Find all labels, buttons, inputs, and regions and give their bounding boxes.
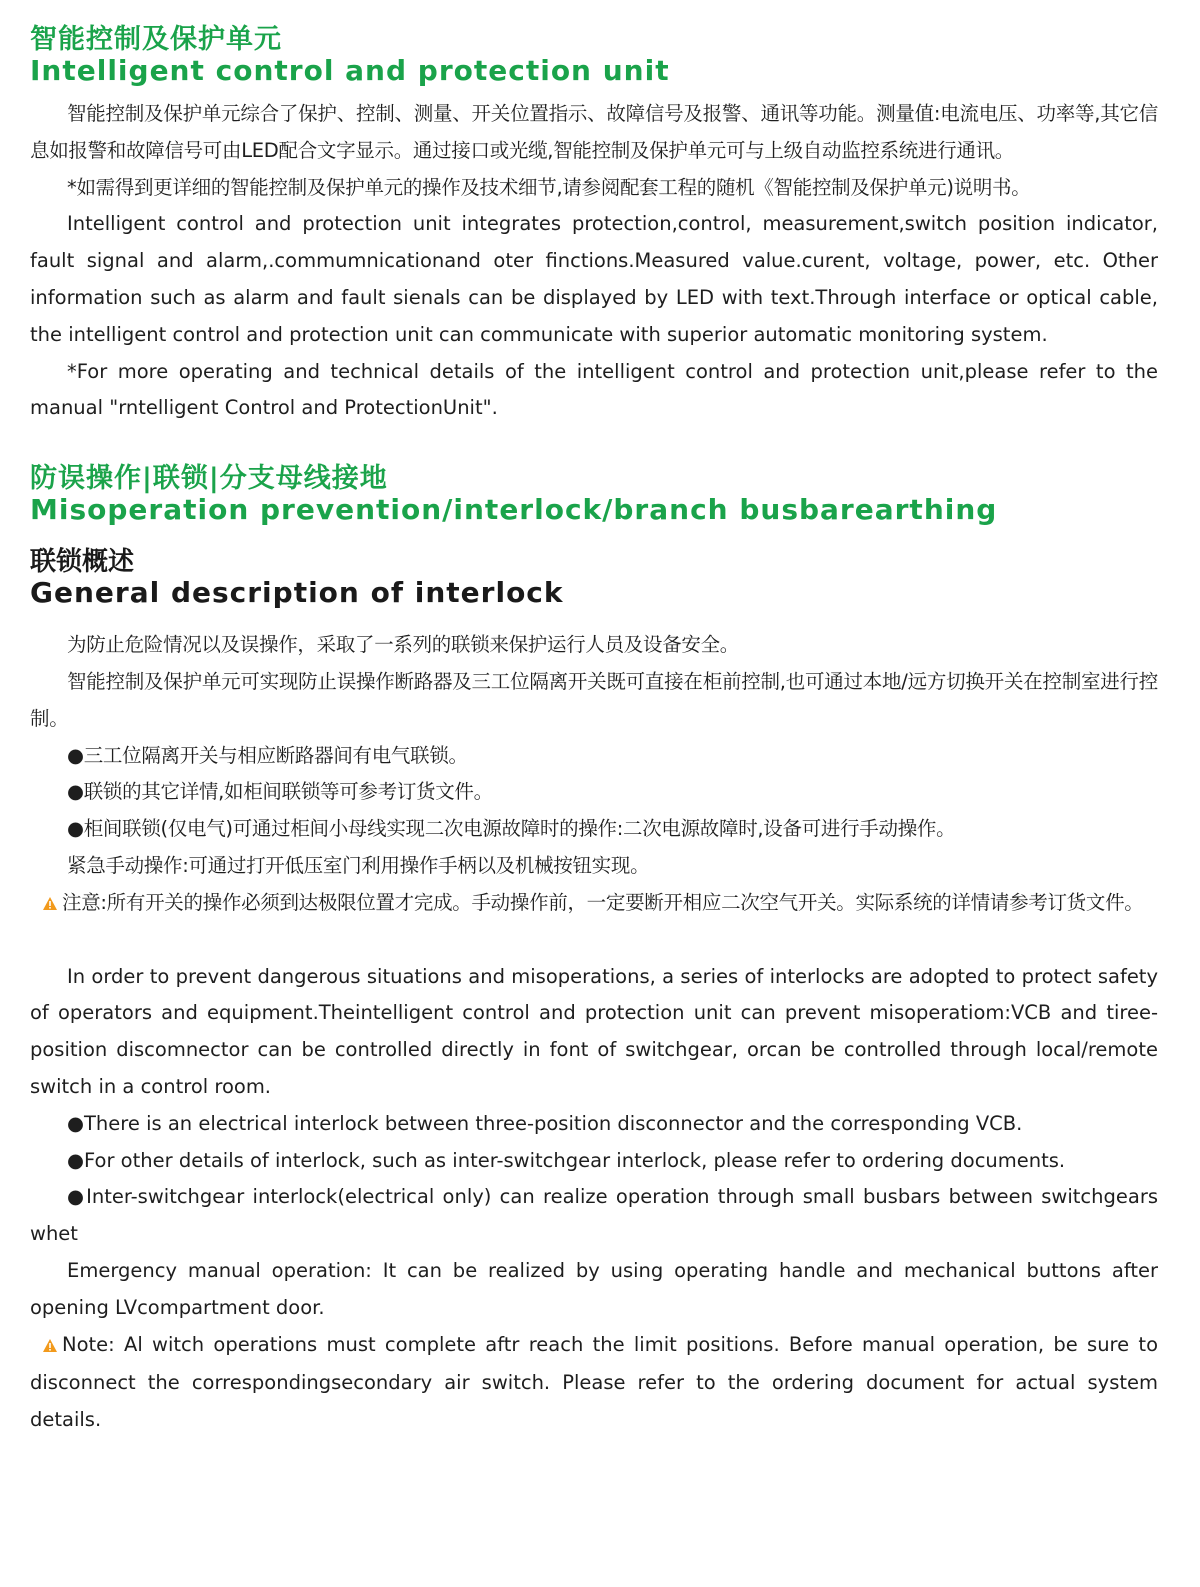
paragraph-cn: 为防止危险情况以及误操作，采取了一系列的联锁来保护运行人员及设备安全。 <box>67 633 740 657</box>
warning-note-en <box>30 1327 1158 1439</box>
section-misoperation-prevention <box>30 463 1158 1439</box>
bullet-item-en: ●For other details of interlock, such as inter-switchgear interlock, please refer to ordering documents. <box>67 1148 1066 1172</box>
note-cn: *如需得到更详细的智能控制及保护单元的操作及技术细节,请参阅配套工程的随机《智能控制及保护单元)说明书。 <box>67 175 1031 199</box>
section-intelligent-control <box>30 24 1158 427</box>
bullet-item-cn: ●三工位隔离开关与相应断路器间有电气联锁。 <box>67 743 468 767</box>
subsection-interlock <box>30 547 1158 609</box>
subsection-title-cn: 联锁概述 <box>30 547 135 578</box>
section-title-cn: 防误操作|联锁|分支母线接地 <box>30 463 388 495</box>
bullet-item-cn: ●联锁的其它详情,如柜间联锁等可参考订货文件。 <box>67 780 493 804</box>
paragraph-cn: 智能控制及保护单元综合了保护、控制、测量、开关位置指示、故障信号及报警、通讯等功能。测量值:电流电压、功率等,其它信息如报警和故障信号可由LED配合文字显示。通过接口或光缆,智能控制及保护单元可与上级自动监控系统进行通讯。 <box>30 102 1158 162</box>
warning-triangle-icon <box>42 1329 62 1366</box>
paragraph-en: In order to prevent dangerous situations and misoperations, a series of interlocks are adopted to protect safety of operators and equipment.Theintelligent control and protection unit can prevent misoperatiom:VCB and tiree-position discomnector can be controlled directly in font of switchgear, orcan be controlled through local/remote switch in a control room. <box>30 964 1158 1098</box>
subsection-title-en: General description of interlock <box>30 576 564 610</box>
warning-text: 注意:所有开关的操作必须到达极限位置才完成。手动操作前，一定要断开相应二次空气开关。实际系统的详情请参考订货文件。 <box>62 890 1144 914</box>
warning-text: Note: Al witch operations must complete aftr reach the limit positions. Before manual operation, be sure to disconnect the correspondingsecondary air switch. Please refer to the ordering document for actual system details. <box>30 1332 1158 1432</box>
note-en: *For more operating and technical details of the intelligent control and protection unit,please refer to the manual "rntelligent Control and ProtectionUnit". <box>30 359 1158 420</box>
paragraph-en: Emergency manual operation: It can be realized by using operating handle and mechanical buttons after opening LVcompartment door. <box>30 1258 1158 1319</box>
section-title-en: Misoperation prevention/interlock/branch busbarearthing <box>30 493 998 527</box>
bullet-item-en: ●There is an electrical interlock between three-position disconnector and the corresponding VCB. <box>67 1111 1023 1135</box>
paragraph-cn: 紧急手动操作:可通过打开低压室门利用操作手柄以及机械按钮实现。 <box>67 853 650 877</box>
section-title-en: Intelligent control and protection unit <box>30 54 670 87</box>
bullet-item-en: ●Inter-switchgear interlock(electrical only) can realize operation through small busbars between switchgears whet <box>30 1185 1158 1246</box>
section-title-cn: 智能控制及保护单元 <box>30 24 282 55</box>
paragraph-en: Intelligent control and protection unit integrates protection,control, measurement,switch position indicator, fault signal and alarm,.commumnicationand oter finctions.Measured value.curent, voltage, power, etc. Other information such as alarm and fault sienals can be displayed by LED with text.Through interface or optical cable, the intelligent control and protection unit can communicate with superior automatic monitoring system. <box>30 212 1158 346</box>
warning-triangle-icon <box>42 887 62 924</box>
page <box>30 24 1158 1439</box>
paragraph-cn: 智能控制及保护单元可实现防止误操作断路器及三工位隔离开关既可直接在柜前控制,也可通过本地/远方切换开关在控制室进行控制。 <box>30 669 1158 730</box>
bullet-item-cn: ●柜间联锁(仅电气)可通过柜间小母线实现二次电源故障时的操作:二次电源故障时,设备可进行手动操作。 <box>67 817 956 841</box>
warning-note-cn <box>30 885 1158 924</box>
